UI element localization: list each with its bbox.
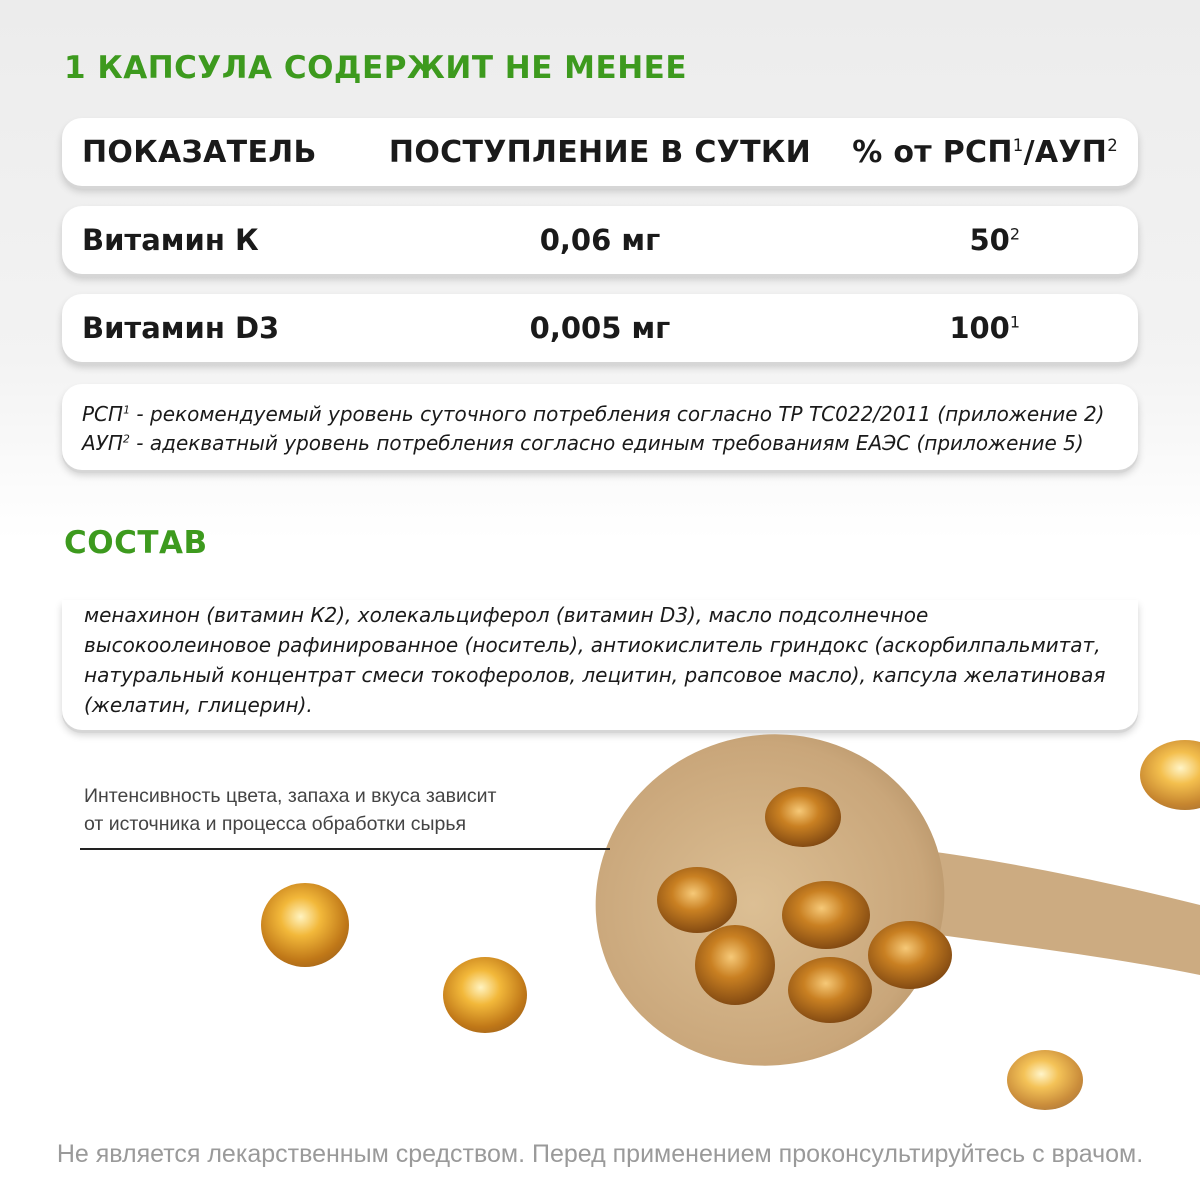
composition-title: СОСТАВ	[64, 525, 208, 561]
row-amount: 0,06 мг	[539, 223, 661, 257]
header-indicator: ПОКАЗАТЕЛЬ	[82, 134, 317, 170]
row-amount: 0,005 мг	[529, 311, 671, 345]
header-daily-intake: ПОСТУПЛЕНИЕ В СУТКИ	[388, 134, 812, 170]
composition-text: менахинон (витамин К2), холекальциферол (витамин D3), масло подсолнечное высокоолеиновое рафинированное (носитель), антиокислитель гриндокс (аскорбилпальмитат, натуральный концентрат смеси токоферолов, лецитин, рапсовое масло), капсула желатиновая (желатин, глицерин).	[84, 603, 1106, 717]
table-row	[62, 294, 1138, 362]
row-percent: $100^1$	[949, 311, 1020, 345]
footnote-rsp: РСП$^1$ - рекомендуемый уровень суточного потребления согласно ТР ТС022/2011 (приложение 2)	[82, 402, 1105, 426]
row-name: Витамин D3	[82, 311, 280, 345]
row-percent: $50^2$	[969, 223, 1020, 257]
header-percent: % от РСП$^1$/АУП$^2$	[852, 134, 1118, 170]
row-name: Витамин К	[82, 223, 259, 257]
spoon-capsules-image	[0, 700, 1200, 1140]
page-title: 1 КАПСУЛА СОДЕРЖИТ НЕ МЕНЕЕ	[64, 50, 687, 86]
origin-note: Интенсивность цвета, запаха и вкуса зависит от источника и процесса обработки сырья	[84, 785, 497, 835]
table-row	[62, 206, 1138, 274]
footnotes-card	[62, 384, 1138, 470]
divider	[80, 848, 610, 850]
table-header	[62, 118, 1138, 186]
footnote-aup: АУП$^2$ - адекватный уровень потребления согласно единым требованиям ЕАЭС (приложение 5)	[82, 431, 1084, 455]
bottom-disclaimer: Не является лекарственным средством. Перед применением проконсультируйтесь с врачом.	[56, 1140, 1144, 1168]
